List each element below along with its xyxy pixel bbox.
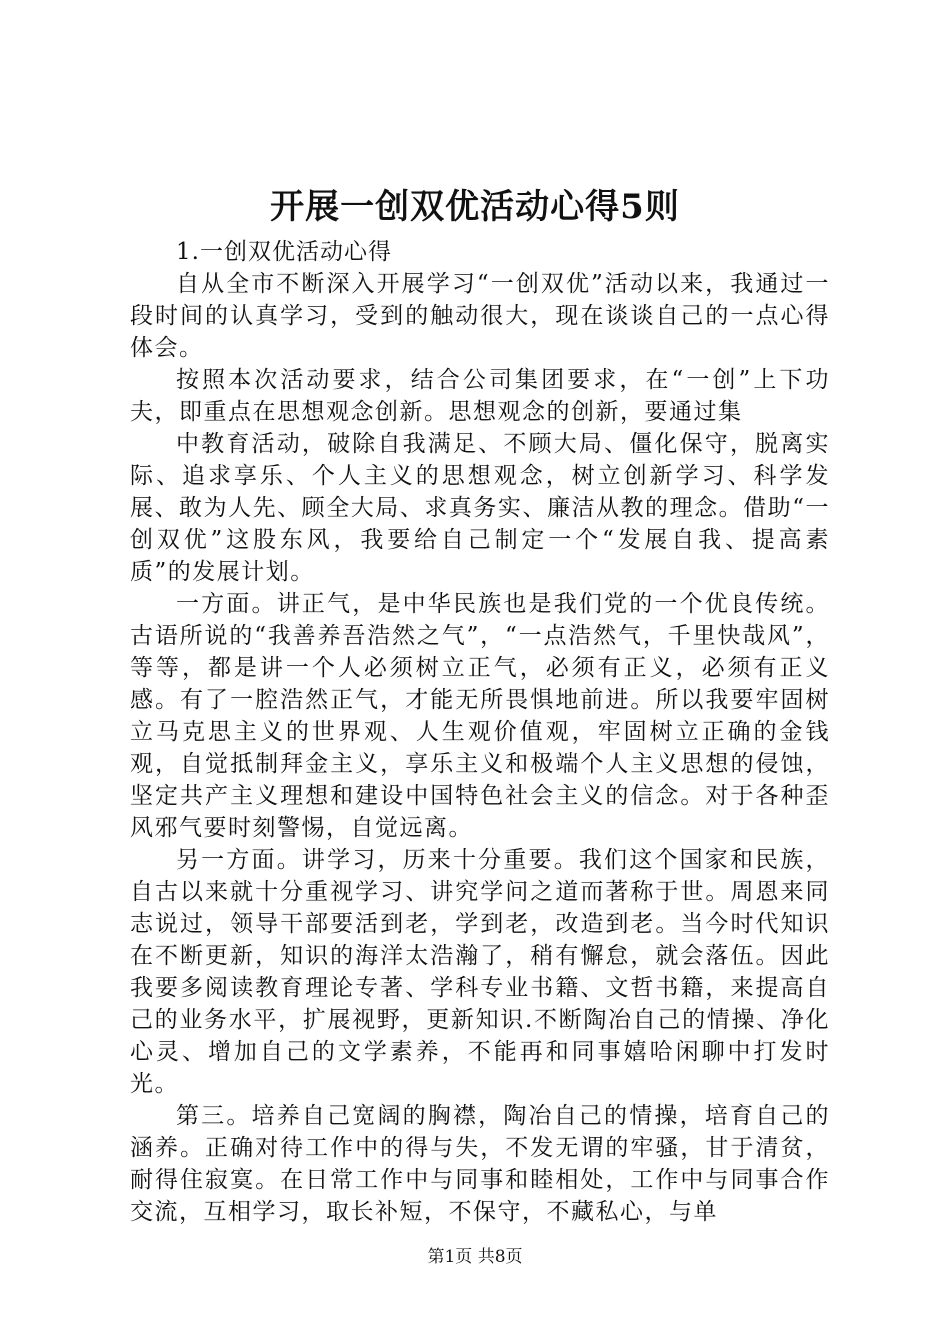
document-title: 开展一创双优活动心得5则 (270, 187, 680, 227)
page-footer: 第1页 共8页 (427, 1247, 523, 1267)
paragraph-5: 另一方面。讲学习，历来十分重要。我们这个国家和民族，自古以来就十分重视学习、讲究学问之道而著称于世。周恩来同志说过，领导干部要活到老，学到老，改造到老。当今时代知识在不断更新，知识的海洋太浩瀚了，稍有懈怠，就会落伍。因此我要多阅读教育理论专著、学科专业书籍、文哲书籍，来提高自己的业务水平，扩展视野，更新知识.不断陶冶自己的情操、净化心灵、增加自己的文学素养，不能再和同事嬉哈闲聊中打发时光。 (130, 847, 830, 1097)
paragraph-2: 按照本次活动要求，结合公司集团要求，在“一创”上下功夫，即重点在思想观念创新。思想观念的创新，要通过集 (130, 367, 830, 425)
paragraph-6: 第三。培养自己宽阔的胸襟，陶冶自己的情操，培育自己的涵养。正确对待工作中的得与失，不发无谓的牢骚，甘于清贫，耐得住寂寞。在日常工作中与同事和睦相处，工作中与同事合作交流，互相学习，取长补短，不保守，不藏私心，与单 (130, 1103, 830, 1225)
section-heading: 1.一创双优活动心得 (176, 239, 392, 265)
paragraph-4: 一方面。讲正气，是中华民族也是我们党的一个优良传统。古语所说的“我善养吾浩然之气”，“一点浩然气，千里快哉风”，等等，都是讲一个人必须树立正气，必须有正义，必须有正义感。有了一腔浩然正气，才能无所畏惧地前进。所以我要牢固树立马克思主义的世界观、人生观价值观，牢固树立正确的金钱观，自觉抵制拜金主义，享乐主义和极端个人主义思想的侵蚀，坚定共产主义理想和建设中国特色社会主义的信念。对于各种歪风邪气要时刻警惕，自觉远离。 (130, 591, 830, 841)
document-body (130, 236, 830, 1228)
paragraph-1: 自从全市不断深入开展学习“一创双优”活动以来，我通过一段时间的认真学习，受到的触动很大，现在谈谈自己的一点心得体会。 (130, 271, 830, 361)
paragraph-3: 中教育活动，破除自我满足、不顾大局、僵化保守，脱离实际、追求享乐、个人主义的思想观念，树立创新学习、科学发展、敢为人先、顾全大局、求真务实、廉洁从教的理念。借助“一创双优”这股东风，我要给自己制定一个“发展自我、提高素质”的发展计划。 (130, 431, 830, 585)
